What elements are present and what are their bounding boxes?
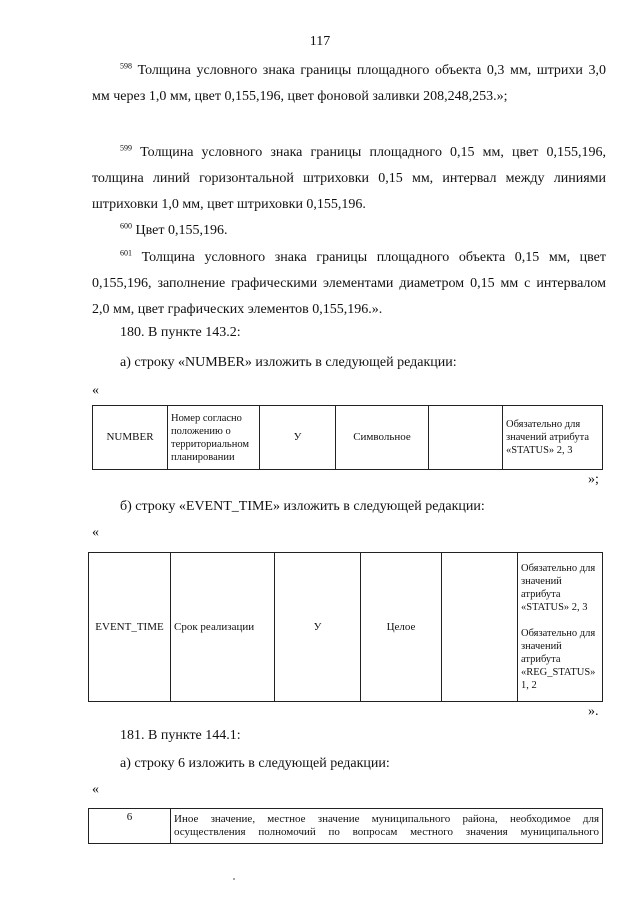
close-quote: ». xyxy=(588,704,599,719)
condition-status: Обязательно для значений атрибута «STATUS» 2, 3 xyxy=(521,563,596,613)
item-181-a: а) строку 6 изложить в следующей редакции: xyxy=(120,756,390,771)
condition-reg-status: Обязательно для значений атрибута «REG_STATUS» 1, 2 xyxy=(521,628,596,691)
attribute-table-number xyxy=(92,405,603,470)
open-quote: « xyxy=(92,383,99,398)
value-table-row-6 xyxy=(88,808,603,844)
footnote-599 xyxy=(92,140,606,218)
close-quote: »; xyxy=(588,472,599,487)
footnote-marker: 600 xyxy=(120,221,132,231)
cell-condition xyxy=(518,553,603,702)
item-180-a: а) строку «NUMBER» изложить в следующей редакции: xyxy=(120,355,457,370)
cell-condition: Обязательно для значений атрибута «STATUS» 2, 3 xyxy=(503,406,603,470)
cell-code: NUMBER xyxy=(93,406,168,470)
footnote-marker: 598 xyxy=(120,61,132,71)
cell-description: Иное значение, местное значение муниципального района, необходимое для осуществления полномочий по вопросам местного значения муниципального xyxy=(171,809,603,844)
cell-code: 6 xyxy=(89,809,171,844)
open-quote: « xyxy=(92,525,99,540)
footnote-text: Толщина условного знака границы площадного объекта 0,3 мм, штрихи 3,0 мм через 1,0 мм, цвет 0,155,196, цвет фоновой заливки 208,248,253.»; xyxy=(92,63,606,104)
footnote-marker: 599 xyxy=(120,143,132,153)
footnote-text: Толщина условного знака границы площадного объекта 0,15 мм, цвет 0,155,196, заполнение графическими элементами диаметром 0,15 мм с интервалом 2,0 мм, цвет графических элементов 0,155,196.». xyxy=(92,250,607,317)
page-number: 117 xyxy=(309,34,331,49)
item-181: 181. В пункте 144.1: xyxy=(120,728,241,743)
footnote-601 xyxy=(92,245,606,323)
footnote-marker: 601 xyxy=(120,248,132,258)
attribute-table-event-time xyxy=(88,552,603,702)
cell-empty xyxy=(442,553,518,702)
cell-type: Целое xyxy=(361,553,442,702)
item-180-b: б) строку «EVENT_TIME» изложить в следующей редакции: xyxy=(120,499,485,514)
scan-speck xyxy=(233,878,235,880)
cell-requirement: У xyxy=(260,406,336,470)
footnote-text: Толщина условного знака границы площадного 0,15 мм, цвет 0,155,196, толщина линий горизонтальной штриховки 0,15 мм, интервал между линиями штриховки 1,0 мм, цвет штриховки 0,155,196. xyxy=(92,145,606,212)
item-180: 180. В пункте 143.2: xyxy=(120,325,241,340)
footnote-text: Цвет 0,155,196. xyxy=(135,223,228,238)
cell-type: Символьное xyxy=(336,406,429,470)
cell-code: EVENT_TIME xyxy=(89,553,171,702)
open-quote: « xyxy=(92,782,99,797)
cell-requirement: У xyxy=(275,553,361,702)
cell-description: Срок реализации xyxy=(171,553,275,702)
footnote-600 xyxy=(92,218,606,244)
cell-description: Номер согласно положению о территориальном планировании xyxy=(168,406,260,470)
footnote-598 xyxy=(92,58,606,110)
cell-empty xyxy=(429,406,503,470)
